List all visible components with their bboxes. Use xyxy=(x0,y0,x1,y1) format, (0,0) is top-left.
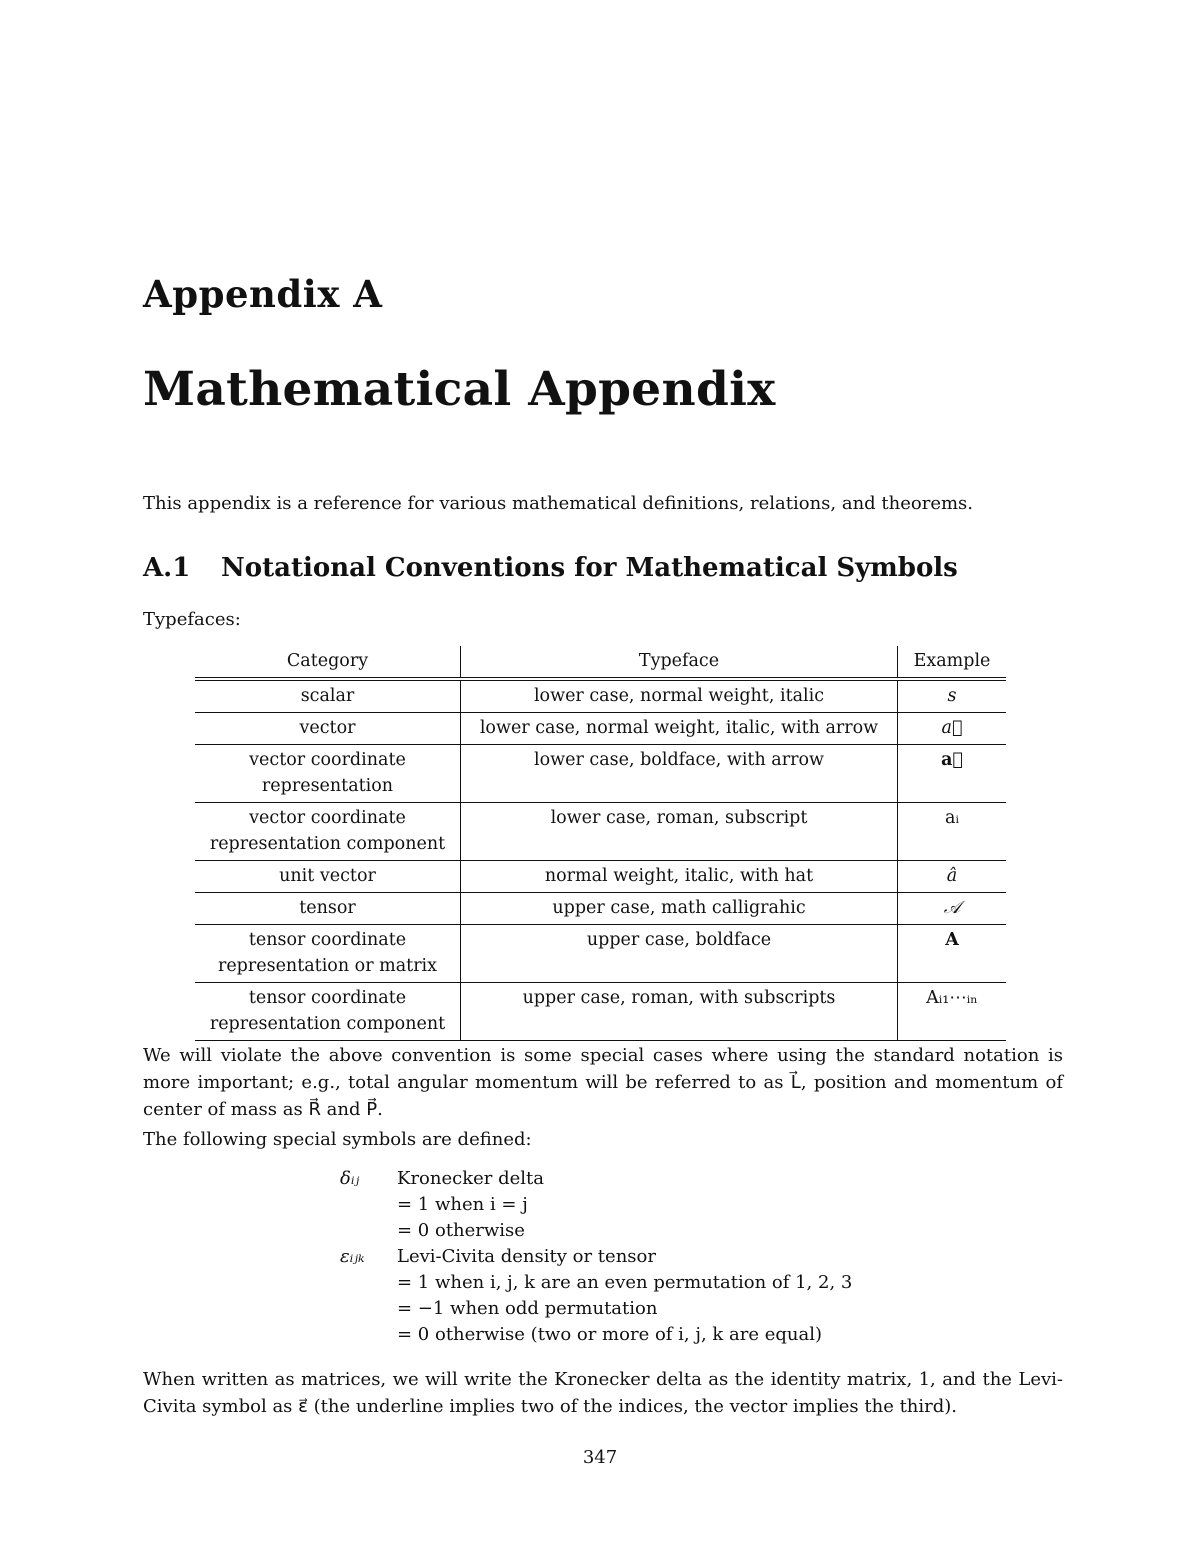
chapter-label: Appendix A xyxy=(143,272,383,316)
cell-example: A xyxy=(898,925,1007,983)
cell-category: unit vector xyxy=(195,861,461,893)
cell-category: tensor xyxy=(195,893,461,925)
cell-category: vector coordinate representation xyxy=(195,745,461,803)
intro-paragraph: This appendix is a reference for various mathematical definitions, relations, and theorems. xyxy=(143,493,974,514)
section-title: Notational Conventions for Mathematical Symbols xyxy=(221,553,958,583)
cell-example: aᵢ xyxy=(898,803,1007,861)
table-row xyxy=(195,745,1006,803)
cell-example: Aᵢ₁⋯ᵢₙ xyxy=(898,983,1007,1041)
definition-line: Levi-Civita density or tensor xyxy=(397,1246,656,1267)
convention-note-paragraph: We will violate the above convention is some special cases where using the standard notation is more important; e.g., total angular momentum will be referred to as L⃗, position and momentum of center of mass as R⃗ and P⃗. xyxy=(143,1045,1063,1120)
cell-category: vector xyxy=(195,713,461,745)
definition-line: = 1 when i, j, k are an even permutation of 1, 2, 3 xyxy=(397,1272,853,1293)
definition-row xyxy=(340,1296,852,1322)
chapter-title: Mathematical Appendix xyxy=(143,362,776,417)
definition-line: = 0 otherwise (two or more of i, j, k are equal) xyxy=(397,1324,823,1345)
definition-row xyxy=(340,1192,852,1218)
definition-row xyxy=(340,1322,852,1348)
cell-category: scalar xyxy=(195,679,461,713)
matrix-notation-paragraph: When written as matrices, we will write the Kronecker delta as the identity matrix, 1, and the Levi-Civita symbol as ε⃗ (the underline implies two of the indices, the vector implies the third). xyxy=(143,1369,1063,1417)
table-header-row xyxy=(195,646,1006,679)
definition-row xyxy=(340,1270,852,1296)
cell-example: a⃗ xyxy=(898,713,1007,745)
notation-table xyxy=(195,646,1006,1041)
definition-symbol: εᵢⱼₖ xyxy=(340,1246,365,1267)
definition-line: = 1 when i = j xyxy=(397,1194,528,1215)
definition-symbol: δᵢⱼ xyxy=(340,1168,360,1189)
cell-typeface: lower case, normal weight, italic, with arrow xyxy=(461,713,898,745)
table-row xyxy=(195,983,1006,1041)
table-row xyxy=(195,679,1006,713)
definition-row xyxy=(340,1244,852,1270)
cell-example: s xyxy=(898,679,1007,713)
definition-line: = −1 when odd permutation xyxy=(397,1298,658,1319)
table-row xyxy=(195,713,1006,745)
cell-category: vector coordinate representation component xyxy=(195,803,461,861)
cell-category: tensor coordinate representation or matrix xyxy=(195,925,461,983)
section-heading xyxy=(143,553,958,583)
special-symbols-intro: The following special symbols are defined: xyxy=(143,1129,532,1150)
cell-typeface: upper case, math calligrahic xyxy=(461,893,898,925)
cell-typeface: lower case, boldface, with arrow xyxy=(461,745,898,803)
definition-row xyxy=(340,1218,852,1244)
definition-line: = 0 otherwise xyxy=(397,1220,525,1241)
cell-example: â xyxy=(898,861,1007,893)
definition-line: Kronecker delta xyxy=(397,1168,544,1189)
table-row xyxy=(195,803,1006,861)
cell-typeface: lower case, normal weight, italic xyxy=(461,679,898,713)
table-row xyxy=(195,925,1006,983)
page-number: 347 xyxy=(582,1447,618,1468)
cell-typeface: normal weight, italic, with hat xyxy=(461,861,898,893)
header-typeface: Typeface xyxy=(461,646,898,679)
cell-example: 𝒜 xyxy=(898,893,1007,925)
cell-typeface: lower case, roman, subscript xyxy=(461,803,898,861)
table-row xyxy=(195,893,1006,925)
section-number: A.1 xyxy=(143,553,191,583)
cell-category: tensor coordinate representation component xyxy=(195,983,461,1041)
typefaces-label: Typefaces: xyxy=(143,609,241,630)
header-example: Example xyxy=(898,646,1007,679)
table-row xyxy=(195,861,1006,893)
cell-typeface: upper case, roman, with subscripts xyxy=(461,983,898,1041)
cell-example: a⃗ xyxy=(898,745,1007,803)
symbol-definitions xyxy=(340,1166,852,1348)
definition-row xyxy=(340,1166,852,1192)
cell-typeface: upper case, boldface xyxy=(461,925,898,983)
header-category: Category xyxy=(195,646,461,679)
